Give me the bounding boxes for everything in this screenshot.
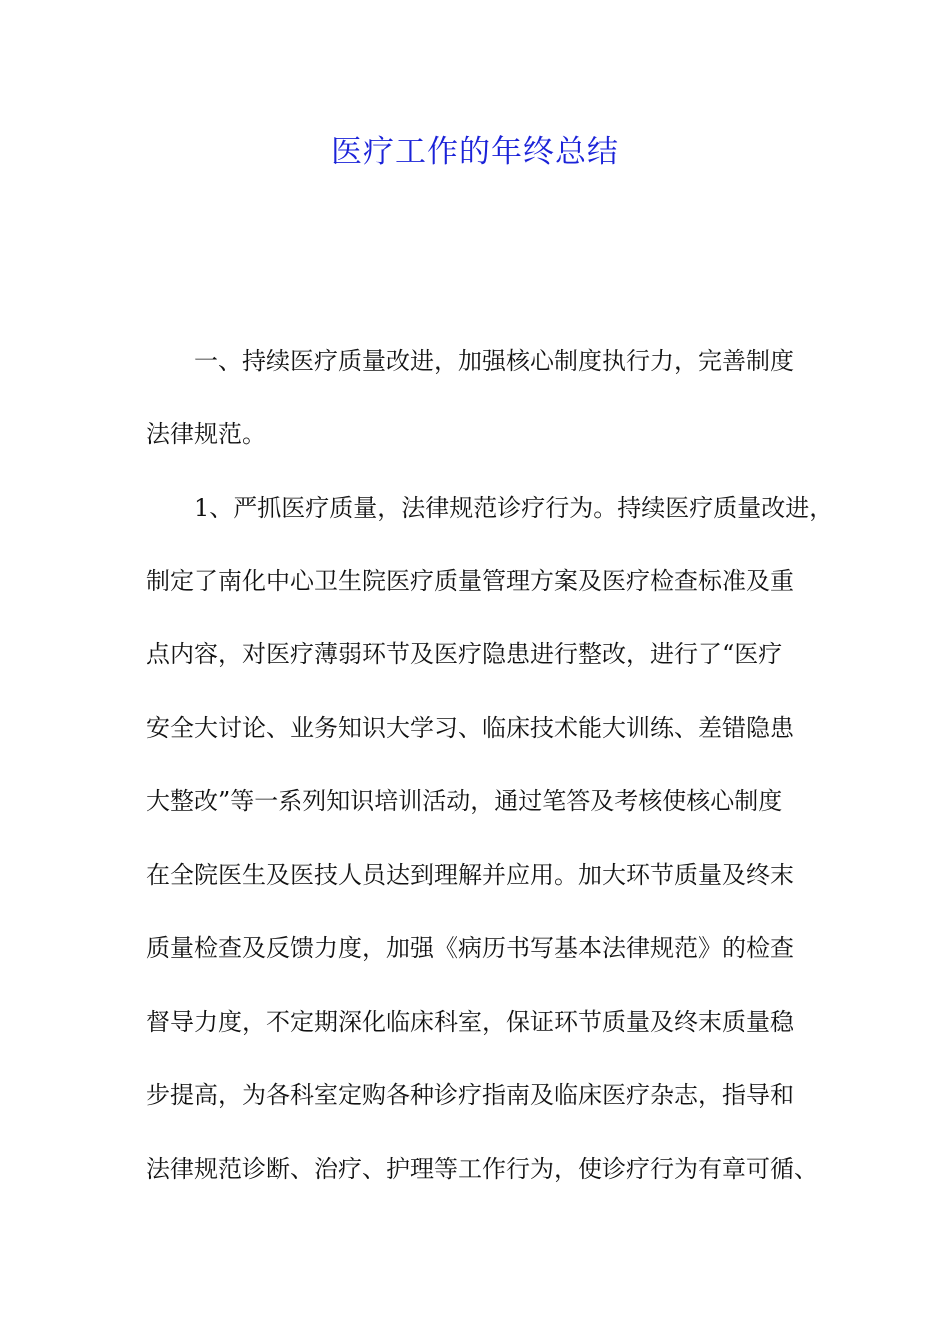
body-line: 一、持续医疗质量改进，加强核心制度执行力，完善制度 [194, 347, 794, 375]
body-line: 制定了南化中心卫生院医疗质量管理方案及医疗检查标准及重 [146, 567, 794, 595]
body-line: 1、严抓医疗质量，法律规范诊疗行为。持续医疗质量改进， [194, 494, 834, 522]
body-line: 在全院医生及医技人员达到理解并应用。加大环节质量及终末 [146, 861, 794, 889]
body-line: 督导力度，不定期深化临床科室，保证环节质量及终末质量稳 [146, 1008, 794, 1036]
body-line: 质量检查及反馈力度，加强《病历书写基本法律规范》的检查 [146, 934, 794, 962]
body-line: 法律规范诊断、治疗、护理等工作行为，使诊疗行为有章可循、 [146, 1155, 818, 1183]
body-line: 步提高，为各科室定购各种诊疗指南及临床医疗杂志，指导和 [146, 1081, 794, 1109]
body-line: 法律规范。 [146, 420, 266, 448]
body-line: 安全大讨论、业务知识大学习、临床技术能大训练、差错隐患 [146, 714, 794, 742]
document-title: 医疗工作的年终总结 [331, 134, 619, 170]
body-line: 点内容，对医疗薄弱环节及医疗隐患进行整改，进行了“医疗 [146, 640, 783, 668]
body-line: 大整改”等一系列知识培训活动，通过笔答及考核使核心制度 [146, 787, 783, 815]
